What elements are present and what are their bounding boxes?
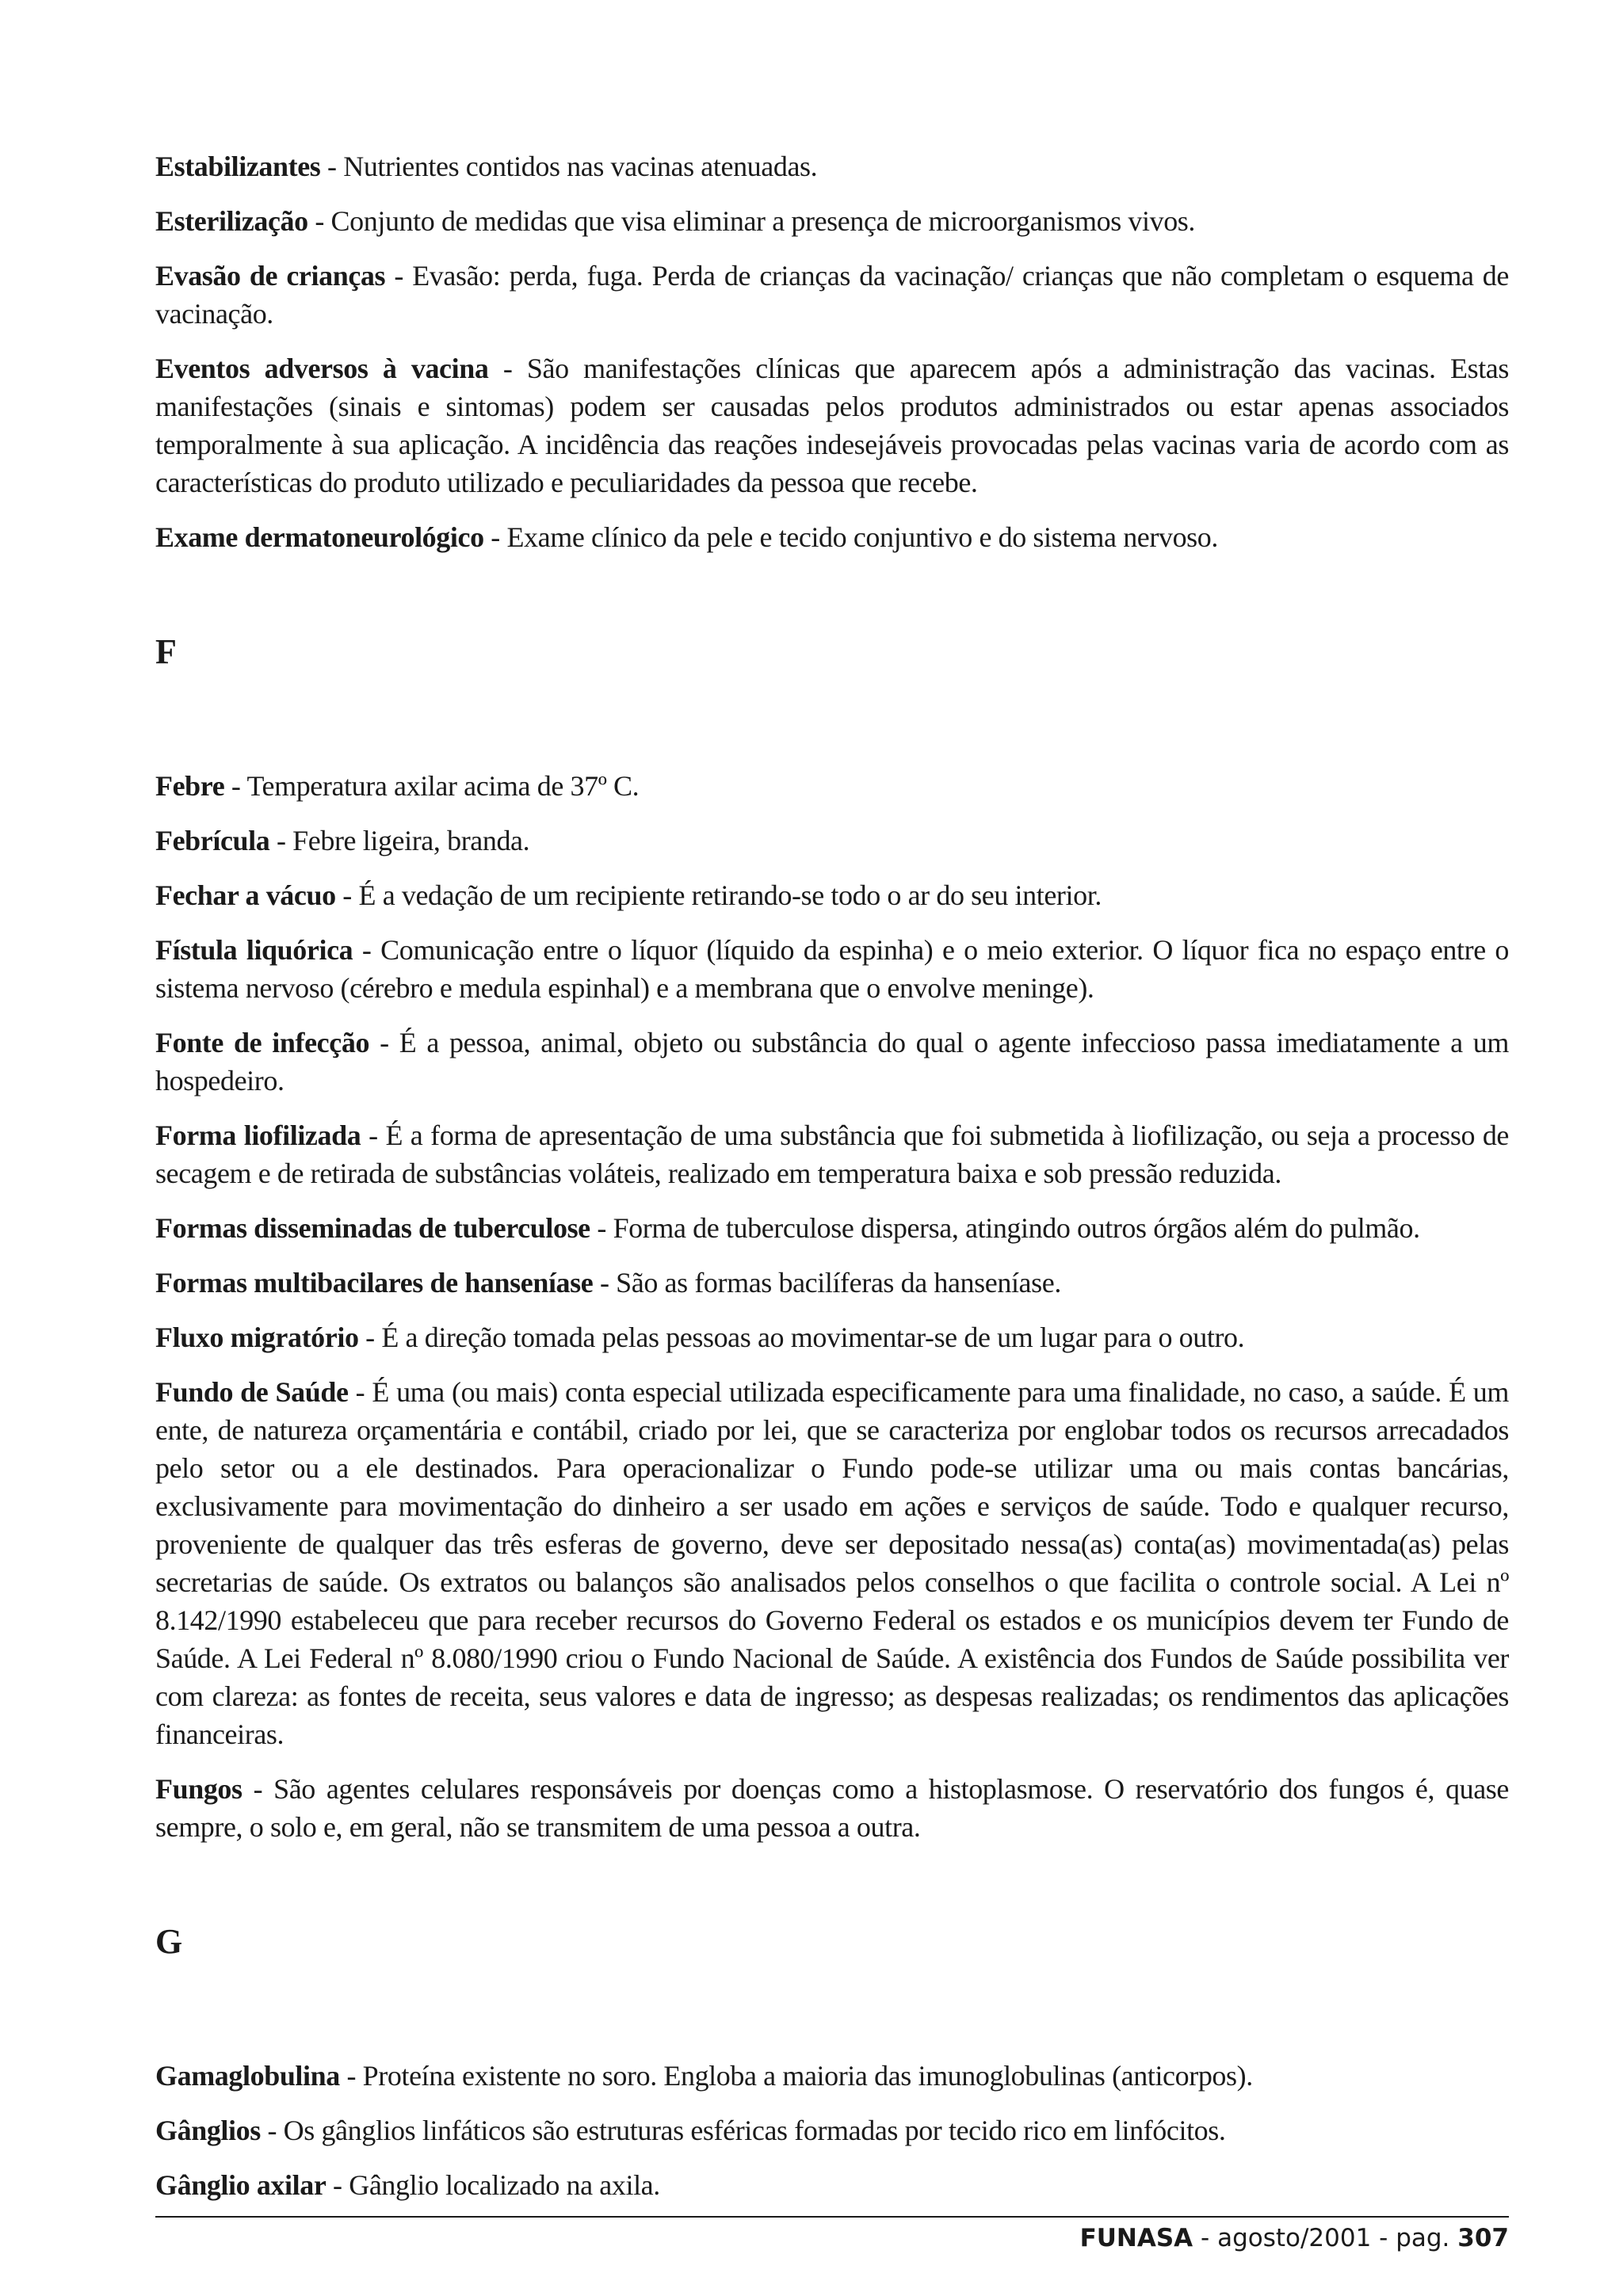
entry-term: Estabilizantes bbox=[155, 151, 321, 182]
glossary-entry bbox=[155, 147, 1509, 185]
glossary-entry bbox=[155, 202, 1509, 240]
glossary-entry bbox=[155, 767, 1509, 805]
glossary-entry bbox=[155, 1024, 1509, 1100]
entry-term: Gânglio axilar bbox=[155, 2169, 327, 2201]
entry-term: Fundo de Saúde bbox=[155, 1376, 349, 1408]
glossary-entry bbox=[155, 2057, 1509, 2095]
entry-definition: Exame clínico da pele e tecido conjuntivo e do sistema nervoso. bbox=[506, 521, 1218, 553]
glossary-entry bbox=[155, 1373, 1509, 1753]
entry-definition: São as formas bacilíferas da hanseníase. bbox=[616, 1267, 1061, 1299]
section-letter-f: F bbox=[155, 632, 177, 671]
entry-separator: - bbox=[224, 770, 247, 802]
entry-definition: É a pessoa, animal, objeto ou substância do qual o agente infeccioso passa imediatamente a um hospedeiro. bbox=[155, 1027, 1509, 1097]
entry-separator: - bbox=[361, 1119, 386, 1151]
entry-term: Exame dermatoneurológico bbox=[155, 521, 484, 553]
entry-separator: - bbox=[242, 1773, 274, 1805]
entry-definition: Forma de tuberculose dispersa, atingindo outros órgãos além do pulmão. bbox=[613, 1212, 1420, 1244]
entry-definition: Febre ligeira, branda. bbox=[292, 825, 530, 856]
entry-term: Esterilização bbox=[155, 205, 308, 237]
entry-separator: - bbox=[269, 825, 293, 856]
glossary-entry bbox=[155, 1116, 1509, 1192]
entry-term: Fungos bbox=[155, 1773, 242, 1805]
entry-separator: - bbox=[320, 151, 344, 182]
entry-separator: - bbox=[260, 2115, 284, 2146]
entry-term: Fonte de infecção bbox=[155, 1027, 370, 1058]
glossary-body bbox=[155, 147, 1509, 2221]
entry-separator: - bbox=[483, 521, 507, 553]
glossary-entry bbox=[155, 1264, 1509, 1302]
footer-org: FUNASA bbox=[1079, 2224, 1193, 2252]
footer-date: - agosto/2001 - pag. bbox=[1193, 2224, 1458, 2252]
entry-term: Evasão de crianças bbox=[155, 260, 386, 292]
entry-definition: Proteína existente no soro. Engloba a maioria das imunoglobulinas (anticorpos). bbox=[362, 2060, 1253, 2092]
entry-definition: Comunicação entre o líquor (líquido da espinha) e o meio exterior. O líquor fica no espaço entre o sistema nervoso (cérebro e medula espinhal) e a membrana que o envolve meninge). bbox=[155, 934, 1509, 1004]
glossary-entry bbox=[155, 2111, 1509, 2149]
entry-definition: Os gânglios linfáticos são estruturas esféricas formadas por tecido rico em linfócitos. bbox=[283, 2115, 1226, 2146]
entry-separator: - bbox=[326, 2169, 349, 2201]
entry-definition: É a vedação de um recipiente retirando-se todo o ar do seu interior. bbox=[358, 879, 1102, 911]
entry-definition: É a direção tomada pelas pessoas ao movimentar-se de um lugar para o outro. bbox=[381, 1322, 1245, 1353]
entry-separator: - bbox=[353, 934, 381, 966]
footer-page-number: 307 bbox=[1457, 2224, 1509, 2252]
entry-term: Formas multibacilares de hanseníase bbox=[155, 1267, 594, 1299]
glossary-entry bbox=[155, 931, 1509, 1007]
entry-definition: Conjunto de medidas que visa eliminar a presença de microorganismos vivos. bbox=[330, 205, 1196, 237]
entry-term: Fístula liquórica bbox=[155, 934, 353, 966]
glossary-entry bbox=[155, 257, 1509, 333]
footer-divider bbox=[155, 2216, 1509, 2218]
entry-term: Fechar a vácuo bbox=[155, 879, 336, 911]
entry-term: Formas disseminadas de tuberculose bbox=[155, 1212, 590, 1244]
glossary-entry bbox=[155, 349, 1509, 502]
entry-definition: É uma (ou mais) conta especial utilizada especificamente para uma finalidade, no caso, a saúde. É um ente, de natureza orçamentária e contábil, criado por lei, que se caracteriza por englobar todos os recursos arrecadados pelo setor ou a ele destinados. Para operacionalizar o Fundo pode-se utilizar uma ou mais contas bancárias, exclusivamente para movimentação do dinheiro a ser usado em ações e serviços de saúde. Todo e qualquer recurso, proveniente de qualquer das três esferas de governo, deve ser depositado nessa(as) conta(as) movimentada(as) pelas secretarias de saúde. Os extratos ou balanços são analisados pelos conselhos o que facilita o controle social. A Lei nº 8.142/1990 estabeleceu que para receber recursos do Governo Federal os estados e os municípios devem ter Fundo de Saúde. A Lei Federal nº 8.080/1990 criou o Fundo Nacional de Saúde. A existência dos Fundos de Saúde possibilita ver com clareza: as fontes de receita, seus valores e data de ingresso; as despesas realizadas; os rendimentos das aplicações financeiras. bbox=[155, 1376, 1509, 1750]
glossary-entry bbox=[155, 1770, 1509, 1846]
entry-term: Gânglios bbox=[155, 2115, 261, 2146]
entry-separator: - bbox=[593, 1267, 617, 1299]
entry-definition: São agentes celulares responsáveis por doenças como a histoplasmose. O reservatório dos fungos é, quase sempre, o solo e, em geral, não se transmitem de uma pessoa a outra. bbox=[155, 1773, 1509, 1843]
entry-definition: Temperatura axilar acima de 37º C. bbox=[246, 770, 640, 802]
entry-definition: Gânglio localizado na axila. bbox=[349, 2169, 660, 2201]
entry-separator: - bbox=[307, 205, 331, 237]
page-footer bbox=[1080, 2218, 1509, 2258]
entry-definition: É a forma de apresentação de uma substância que foi submetida à liofilização, ou seja a processo de secagem e de retirada de substâncias voláteis, realizado em temperatura baixa e sob pressão reduzida. bbox=[155, 1119, 1510, 1189]
entry-term: Gamaglobulina bbox=[155, 2060, 340, 2092]
entry-term: Eventos adversos à vacina bbox=[155, 353, 489, 384]
entry-separator: - bbox=[348, 1376, 372, 1408]
entry-definition: Nutrientes contidos nas vacinas atenuadas. bbox=[343, 151, 818, 182]
entry-separator: - bbox=[358, 1322, 382, 1353]
entry-definition: Evasão: perda, fuga. Perda de crianças da vacinação/ crianças que não completam o esquema de vacinação. bbox=[155, 260, 1509, 330]
glossary-entry bbox=[155, 822, 1509, 860]
entry-term: Febrícula bbox=[155, 825, 270, 856]
entry-separator: - bbox=[488, 353, 527, 384]
glossary-entry bbox=[155, 518, 1509, 556]
entry-separator: - bbox=[339, 2060, 363, 2092]
entry-definition: São manifestações clínicas que aparecem após a administração das vacinas. Estas manifestações (sinais e sintomas) podem ser causadas pelos produtos administrados ou estar apenas associados temporalmente à sua aplicação. A incidência das reações indesejáveis provocadas pelas vacinas varia de acordo com as características do produto utilizado e peculiaridades da pessoa que recebe. bbox=[155, 353, 1509, 498]
entry-term: Forma liofilizada bbox=[155, 1119, 361, 1151]
glossary-entry bbox=[155, 1209, 1509, 1247]
entry-term: Fluxo migratório bbox=[155, 1322, 359, 1353]
entry-separator: - bbox=[335, 879, 359, 911]
entry-separator: - bbox=[369, 1027, 399, 1058]
glossary-entry bbox=[155, 876, 1509, 914]
entry-separator: - bbox=[385, 260, 413, 292]
entry-term: Febre bbox=[155, 770, 225, 802]
glossary-entry bbox=[155, 2166, 1509, 2204]
entry-separator: - bbox=[590, 1212, 613, 1244]
section-letter-g: G bbox=[155, 1922, 182, 1961]
glossary-entry bbox=[155, 1318, 1509, 1356]
